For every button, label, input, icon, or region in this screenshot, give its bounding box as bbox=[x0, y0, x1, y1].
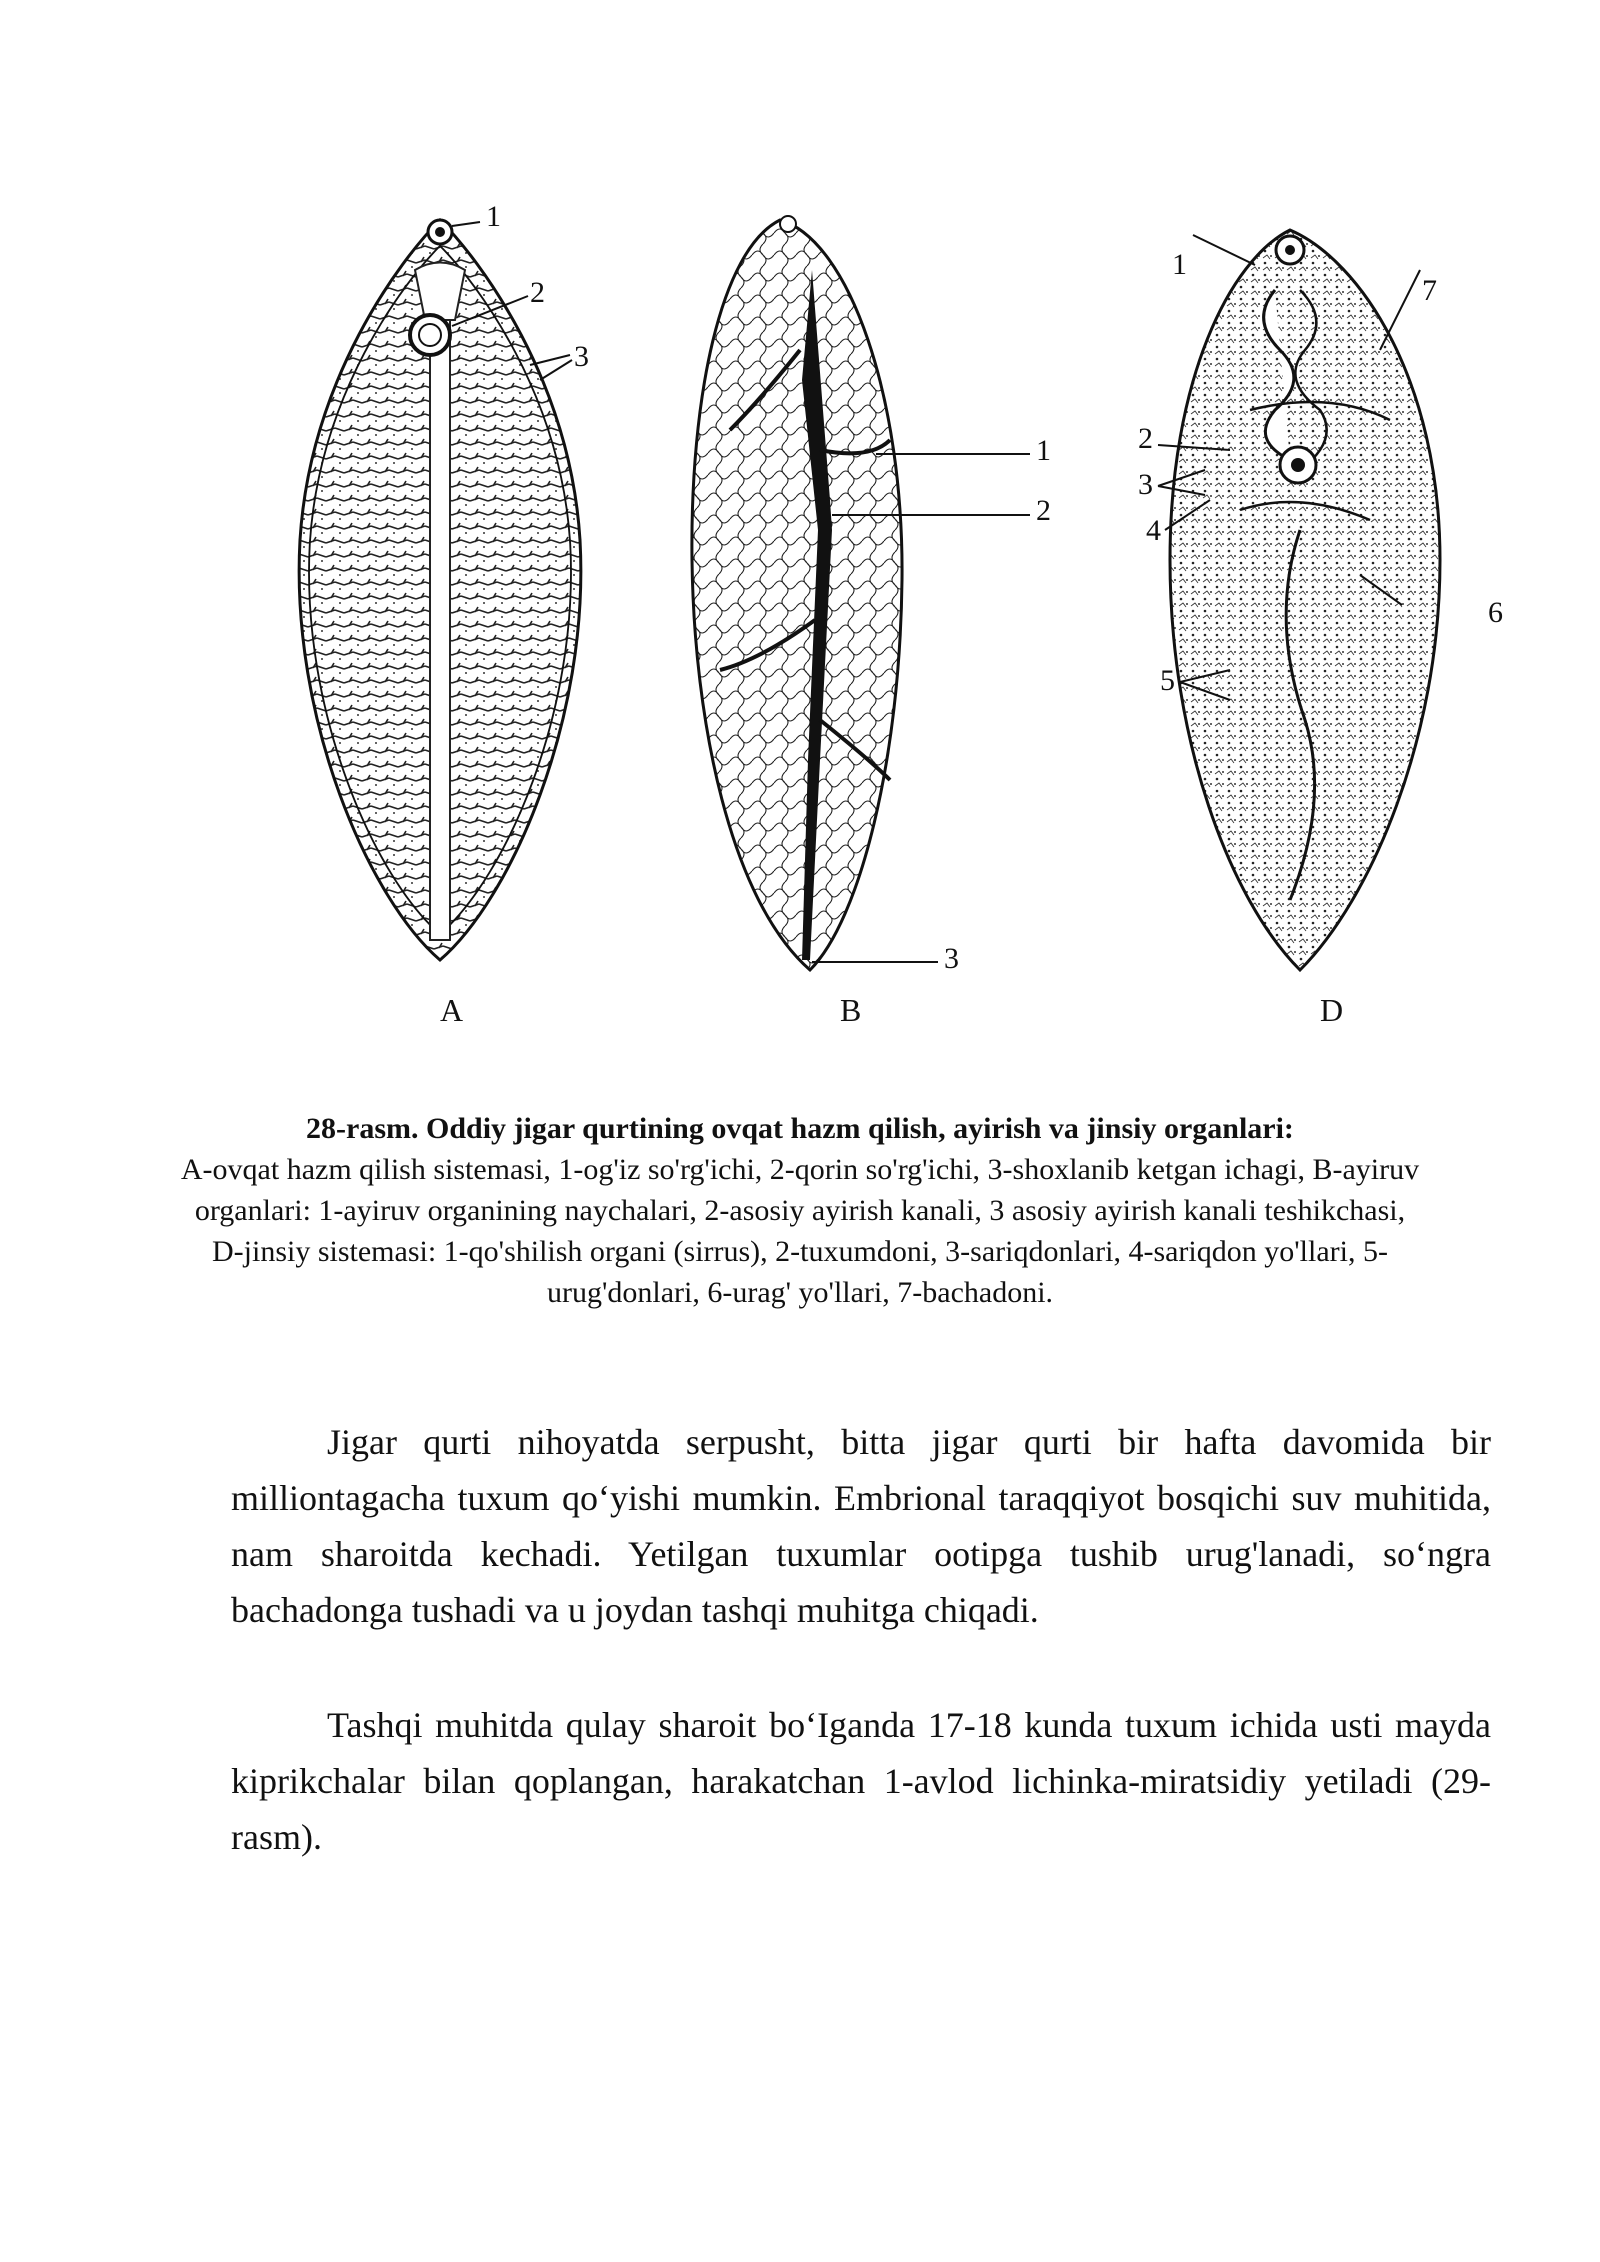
paragraph-1 bbox=[231, 1414, 1491, 1638]
caption-title: 28-rasm. Oddiy jigar qurtining ovqat hazm qilish, ayirish va jinsiy organlari: bbox=[306, 1112, 1294, 1145]
panel-d-letter: D bbox=[1320, 992, 1344, 1028]
panel-d-label-2: 2 bbox=[1138, 422, 1153, 455]
panel-d-label-1: 1 bbox=[1172, 248, 1187, 281]
panel-d-label-7: 7 bbox=[1422, 274, 1437, 307]
panel-a-drawing bbox=[299, 220, 581, 960]
panel-d-label-6: 6 bbox=[1488, 596, 1503, 629]
panel-a-label-2: 2 bbox=[530, 276, 545, 309]
figure-caption bbox=[180, 1108, 1420, 1313]
panel-d-drawing bbox=[1158, 230, 1440, 970]
panel-a-letter: A bbox=[440, 992, 464, 1028]
panel-b-letter: B bbox=[840, 992, 862, 1028]
caption-text: A-ovqat hazm qilish sistemasi, 1-og'iz so'rg'ichi, 2-qorin so'rg'ichi, 3-shoxlanib ketgan ichagi, B-ayiruv organlari: 1-ayiruv organining naychalari, 2-asosiy ayirish kanali, 3 asosiy ayirish kanali teshikchasi, D-jinsiy sistemasi: 1-qo'shilish organi (sirrus), 2-tuxumdoni, 3-sariqdonlari, 4-sariqdon yo'llari, 5-urug'donlari, 6-urag' yo'llari, 7-bachadoni. bbox=[180, 1153, 1420, 1309]
paragraph-1-text: Jigar qurti nihoyatda serpusht, bitta jigar qurti bir hafta davomida bir milliontagacha tuxum qo‘yishi mumkin. Embrional taraqqiyot bosqichi suv muhitida, nam sharoitda kechadi. Yetilgan tuxumlar ootipga tushib urug'lanadi, so‘ngra bachadonga tushadi va u joydan tashqi muhitga chiqadi. bbox=[231, 1422, 1491, 1630]
paragraph-2 bbox=[231, 1697, 1491, 1865]
panel-a-label-1: 1 bbox=[486, 200, 501, 233]
panel-b-drawing bbox=[692, 216, 1030, 970]
panel-a-label-3: 3 bbox=[574, 340, 589, 373]
panel-b-label-2: 2 bbox=[1036, 494, 1051, 527]
panel-d-label-5: 5 bbox=[1160, 664, 1175, 697]
panel-b-label-1: 1 bbox=[1036, 434, 1051, 467]
panel-d-label-4: 4 bbox=[1146, 514, 1161, 547]
figure-28 bbox=[290, 200, 1560, 1040]
panel-b-label-3: 3 bbox=[944, 942, 959, 975]
paragraph-2-text: Tashqi muhitda qulay sharoit bo‘Iganda 17-18 kunda tuxum ichida usti mayda kiprikchalar bilan qoplangan, harakatchan 1-avlod lichinka-miratsidiy yetiladi (29-rasm). bbox=[231, 1705, 1491, 1857]
panel-d-label-3: 3 bbox=[1138, 468, 1153, 501]
figure-drawing bbox=[290, 200, 1560, 1040]
